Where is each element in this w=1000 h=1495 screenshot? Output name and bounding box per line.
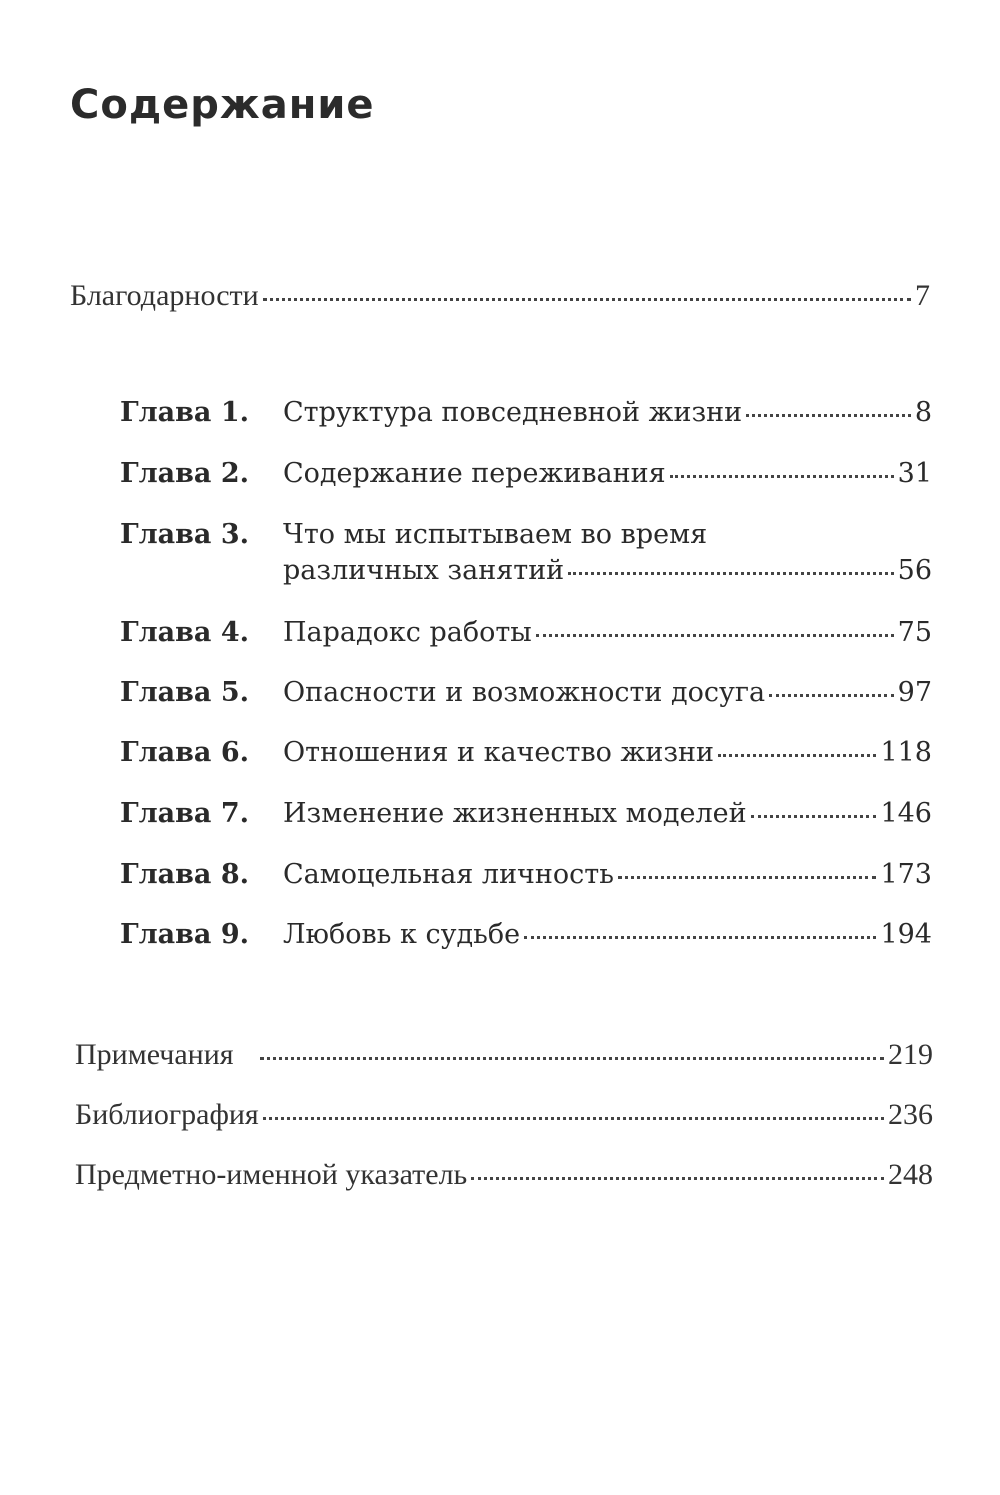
chapter-label: Глава 8. [120,859,250,890]
chapter-label: Глава 9. [120,919,250,950]
dot-leader [670,475,894,478]
toc-page-number: 7 [915,279,930,312]
toc-page-number: 219 [888,1038,933,1071]
dot-leader [618,876,877,879]
chapter-label: Глава 7. [120,798,250,829]
chapter-title-line-2: различных занятий [283,555,565,586]
toc-entry-label: Примечания [75,1038,234,1071]
toc-page-number: 248 [888,1158,933,1191]
toc-page-number: 146 [880,798,932,829]
chapter-title: Опасности и возможности досуга [283,677,766,708]
toc-chapter-7[interactable] [120,796,932,832]
chapter-title: Отношения и качество жизни [283,737,715,768]
toc-chapter-4[interactable] [120,615,932,651]
toc-chapter-6[interactable] [120,735,932,771]
dot-leader [718,754,876,757]
chapter-title: Любовь к судьбе [283,919,521,950]
toc-chapter-9[interactable] [120,917,932,953]
chapter-title: Самоцельная личность [283,859,614,890]
chapter-label: Глава 5. [120,677,250,708]
chapter-title: Парадокс работы [283,617,532,648]
chapter-title: Содержание переживания [283,458,666,489]
toc-page-number: 97 [897,677,932,708]
toc-page-number: 194 [880,919,932,950]
toc-entry-label: Библиография [75,1098,259,1131]
dot-leader [263,1117,884,1120]
toc-entry-label: Предметно-именной указатель [75,1158,468,1191]
dot-leader [260,1057,884,1060]
toc-page-number: 173 [880,859,932,890]
dot-leader [471,1177,884,1180]
toc-page-number: 31 [897,458,932,489]
dot-leader [769,694,894,697]
dot-leader [536,634,894,637]
toc-entry-index[interactable] [75,1157,933,1193]
chapter-label: Глава 6. [120,737,250,768]
chapter-title: Изменение жизненных моделей [283,798,747,829]
chapter-title-line-1: Что мы испытываем во время [283,519,708,550]
page-title: Содержание [70,82,375,128]
toc-chapter-5[interactable] [120,675,932,711]
dot-leader [568,572,893,575]
toc-entry-notes[interactable] [75,1037,933,1073]
toc-page-number: 118 [880,737,932,768]
dot-leader [263,298,911,301]
toc-chapter-1[interactable] [120,395,932,431]
chapter-label: Глава 4. [120,617,250,648]
toc-chapter-2[interactable] [120,456,932,492]
toc-chapter-8[interactable] [120,857,932,893]
dot-leader [746,414,911,417]
dot-leader [751,815,877,818]
toc-page-number: 236 [888,1098,933,1131]
toc-page-number: 56 [897,555,932,586]
chapter-label: Глава 2. [120,458,250,489]
toc-entry-acknowledgements[interactable] [70,278,930,314]
chapter-label: Глава 3. [120,519,250,550]
chapter-label: Глава 1. [120,397,250,428]
toc-entry-label: Благодарности [70,279,259,312]
dot-leader [524,936,876,939]
toc-page-number: 75 [897,617,932,648]
toc-chapter-3[interactable] [120,517,932,589]
chapter-title: Структура повседневной жизни [283,397,743,428]
toc-entry-bibliography[interactable] [75,1097,933,1133]
toc-page-number: 8 [914,397,932,428]
